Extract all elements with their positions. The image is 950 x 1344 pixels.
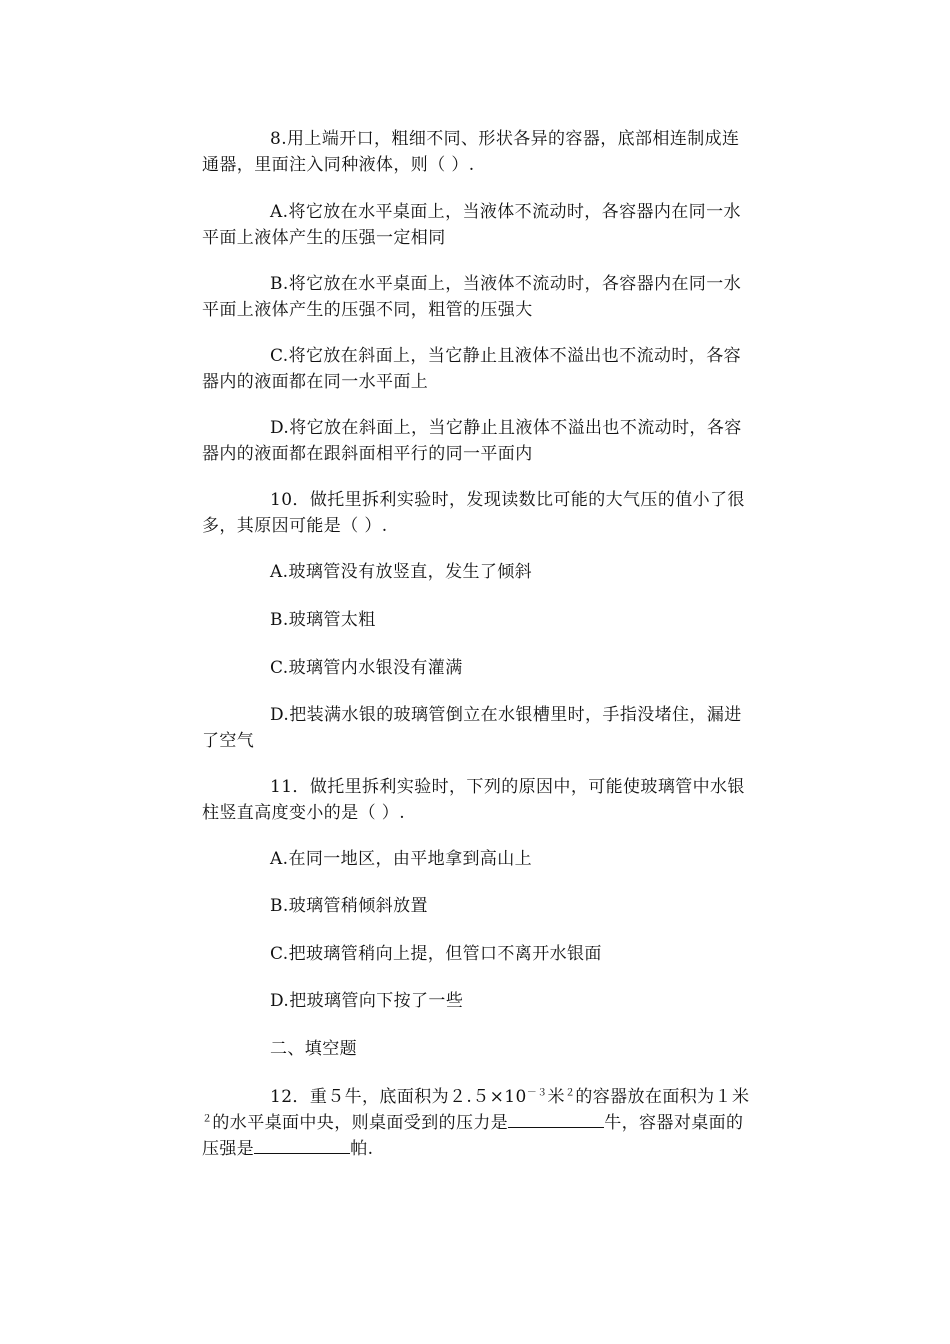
question-12-exponent-1: －３ [526,1087,548,1099]
question-8-option-a: A.将它放在水平桌面上，当液体不流动时，各容器内在同一水平面上液体产生的压强一定相同 [202,202,741,248]
question-11-option-d: D.把玻璃管向下按了一些 [270,991,464,1011]
question-12-text-3: 的容器放在面积为１米 [575,1087,750,1107]
question-12-exponent-3: ２ [202,1113,213,1125]
question-11-option-c: C.把玻璃管稍向上提，但管口不离开水银面 [270,944,602,964]
question-12-text-1: 12．重５牛，底面积为２.５×10 [270,1087,527,1107]
question-8-option-d: D.将它放在斜面上，当它静止且液体不溢出也不流动时，各容器内的液面都在跟斜面相平行的同一平面内 [202,418,742,464]
question-12-text-6: 帕. [350,1139,374,1159]
question-10-option-a: A.玻璃管没有放竖直，发生了倾斜 [270,562,533,582]
question-10-option-d: D.把装满水银的玻璃管倒立在水银槽里时，手指没堵住，漏进了空气 [202,705,742,751]
question-8-option-b: B.将它放在水平桌面上，当液体不流动时，各容器内在同一水平面上液体产生的压强不同，粗管的压强大 [202,274,742,320]
question-11-option-a: A.在同一地区，由平地拿到高山上 [270,849,533,869]
question-11-stem: 11．做托里拆利实验时，下列的原因中，可能使玻璃管中水银柱竖直高度变小的是（ ）. [202,777,745,823]
question-11-option-b: B.玻璃管稍倾斜放置 [270,896,428,916]
question-8-stem: 8.用上端开口，粗细不同、形状各异的容器，底部相连制成连通器，里面注入同种液体，则（ ）. [202,129,740,175]
section-2-title: 二、填空题 [270,1039,357,1059]
answer-blank-force[interactable] [508,1111,604,1128]
question-12-text-5: 牛，容器对桌面的压强是 [202,1113,744,1159]
question-12-exponent-2: ２ [564,1087,576,1099]
question-10-option-b: B.玻璃管太粗 [270,610,376,630]
answer-blank-pressure[interactable] [254,1137,350,1154]
question-12-text-2: 米 [547,1087,565,1107]
question-8-option-c: C.将它放在斜面上，当它静止且液体不溢出也不流动时，各容器内的液面都在同一水平面上 [202,346,742,392]
question-12-text-4: 的水平桌面中央，则桌面受到的压力是 [212,1113,509,1133]
question-12 [202,1084,750,1162]
question-10-option-c: C.玻璃管内水银没有灌满 [270,658,463,678]
question-10-stem: 10．做托里拆利实验时，发现读数比可能的大气压的值小了很多，其原因可能是（ ）. [202,490,745,536]
